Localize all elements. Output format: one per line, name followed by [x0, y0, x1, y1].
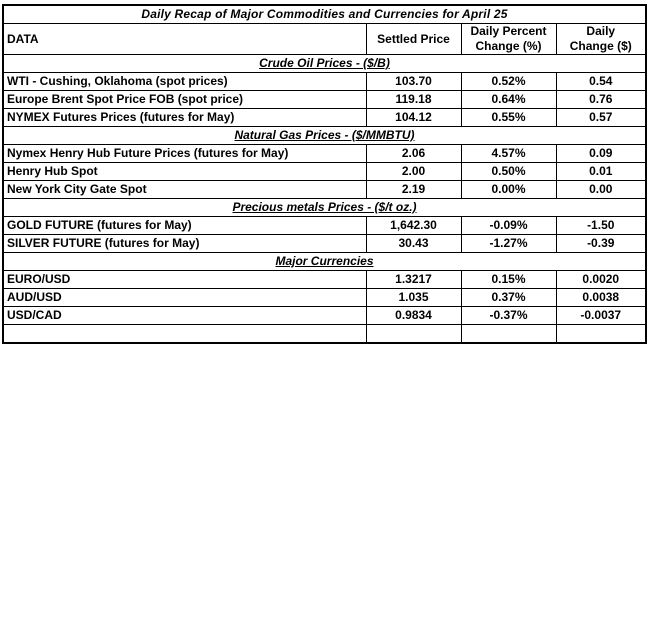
row-daily-percent-change: -1.27% [461, 235, 556, 253]
row-label: AUD/USD [3, 289, 366, 307]
row-label: WTI - Cushing, Oklahoma (spot prices) [3, 73, 366, 91]
row-daily-percent-change: 0.50% [461, 163, 556, 181]
column-header-settled-price: Settled Price [366, 24, 461, 55]
row-settled-price: 119.18 [366, 91, 461, 109]
section-heading-row [3, 199, 646, 217]
row-settled-price: 2.19 [366, 181, 461, 199]
row-daily-change: 0.01 [556, 163, 646, 181]
footer-cell-data [3, 325, 366, 344]
section-heading-row [3, 55, 646, 73]
row-daily-percent-change: 0.55% [461, 109, 556, 127]
table-row [3, 217, 646, 235]
footer-cell-change [556, 325, 646, 344]
row-daily-change: 0.0020 [556, 271, 646, 289]
table-row [3, 307, 646, 325]
page-title: Daily Recap of Major Commodities and Currencies for April 25 [3, 5, 646, 24]
row-daily-change: 0.09 [556, 145, 646, 163]
row-settled-price: 30.43 [366, 235, 461, 253]
row-settled-price: 1.3217 [366, 271, 461, 289]
commodities-recap-table [2, 4, 647, 344]
row-daily-percent-change: -0.37% [461, 307, 556, 325]
table-title-row [3, 5, 646, 24]
column-header-daily-change-line1: Daily [586, 24, 616, 38]
row-daily-change: 0.54 [556, 73, 646, 91]
column-header-daily-percent-change-line2: Change (%) [475, 39, 542, 53]
row-settled-price: 1.035 [366, 289, 461, 307]
column-header-daily-percent-change [461, 24, 556, 55]
section-heading: Precious metals Prices - ($/t oz.) [3, 199, 646, 217]
row-settled-price: 2.06 [366, 145, 461, 163]
section-heading: Major Currencies [3, 253, 646, 271]
row-daily-change: 0.76 [556, 91, 646, 109]
row-daily-change: 0.57 [556, 109, 646, 127]
row-daily-percent-change: 0.37% [461, 289, 556, 307]
table-row [3, 91, 646, 109]
column-header-daily-change [556, 24, 646, 55]
row-label: SILVER FUTURE (futures for May) [3, 235, 366, 253]
row-label: Europe Brent Spot Price FOB (spot price) [3, 91, 366, 109]
section-heading-row [3, 253, 646, 271]
row-daily-change: 0.0038 [556, 289, 646, 307]
row-label: Henry Hub Spot [3, 163, 366, 181]
table-header-row [3, 24, 646, 55]
row-daily-change: 0.00 [556, 181, 646, 199]
row-settled-price: 104.12 [366, 109, 461, 127]
section-heading: Crude Oil Prices - ($/B) [3, 55, 646, 73]
table-row [3, 235, 646, 253]
row-daily-percent-change: 0.00% [461, 181, 556, 199]
row-label: GOLD FUTURE (futures for May) [3, 217, 366, 235]
table-row [3, 181, 646, 199]
row-daily-percent-change: 4.57% [461, 145, 556, 163]
row-daily-change: -0.39 [556, 235, 646, 253]
section-heading: Natural Gas Prices - ($/MMBTU) [3, 127, 646, 145]
table-row [3, 109, 646, 127]
table-footer-row [3, 325, 646, 344]
column-header-data: DATA [3, 24, 366, 55]
column-header-daily-percent-change-line1: Daily Percent [470, 24, 547, 38]
row-label: NYMEX Futures Prices (futures for May) [3, 109, 366, 127]
row-settled-price: 2.00 [366, 163, 461, 181]
row-daily-percent-change: 0.52% [461, 73, 556, 91]
column-header-daily-change-line2: Change ($) [569, 39, 632, 53]
row-daily-percent-change: 0.15% [461, 271, 556, 289]
row-daily-change: -1.50 [556, 217, 646, 235]
row-label: New York City Gate Spot [3, 181, 366, 199]
row-daily-percent-change: -0.09% [461, 217, 556, 235]
table-row [3, 289, 646, 307]
row-settled-price: 1,642.30 [366, 217, 461, 235]
table-row [3, 145, 646, 163]
row-settled-price: 103.70 [366, 73, 461, 91]
row-daily-percent-change: 0.64% [461, 91, 556, 109]
row-label: EURO/USD [3, 271, 366, 289]
row-settled-price: 0.9834 [366, 307, 461, 325]
footer-cell-settled [366, 325, 461, 344]
footer-cell-percent [461, 325, 556, 344]
table-row [3, 163, 646, 181]
table-row [3, 73, 646, 91]
section-heading-row [3, 127, 646, 145]
table-row [3, 271, 646, 289]
row-label: Nymex Henry Hub Future Prices (futures for May) [3, 145, 366, 163]
row-label: USD/CAD [3, 307, 366, 325]
row-daily-change: -0.0037 [556, 307, 646, 325]
